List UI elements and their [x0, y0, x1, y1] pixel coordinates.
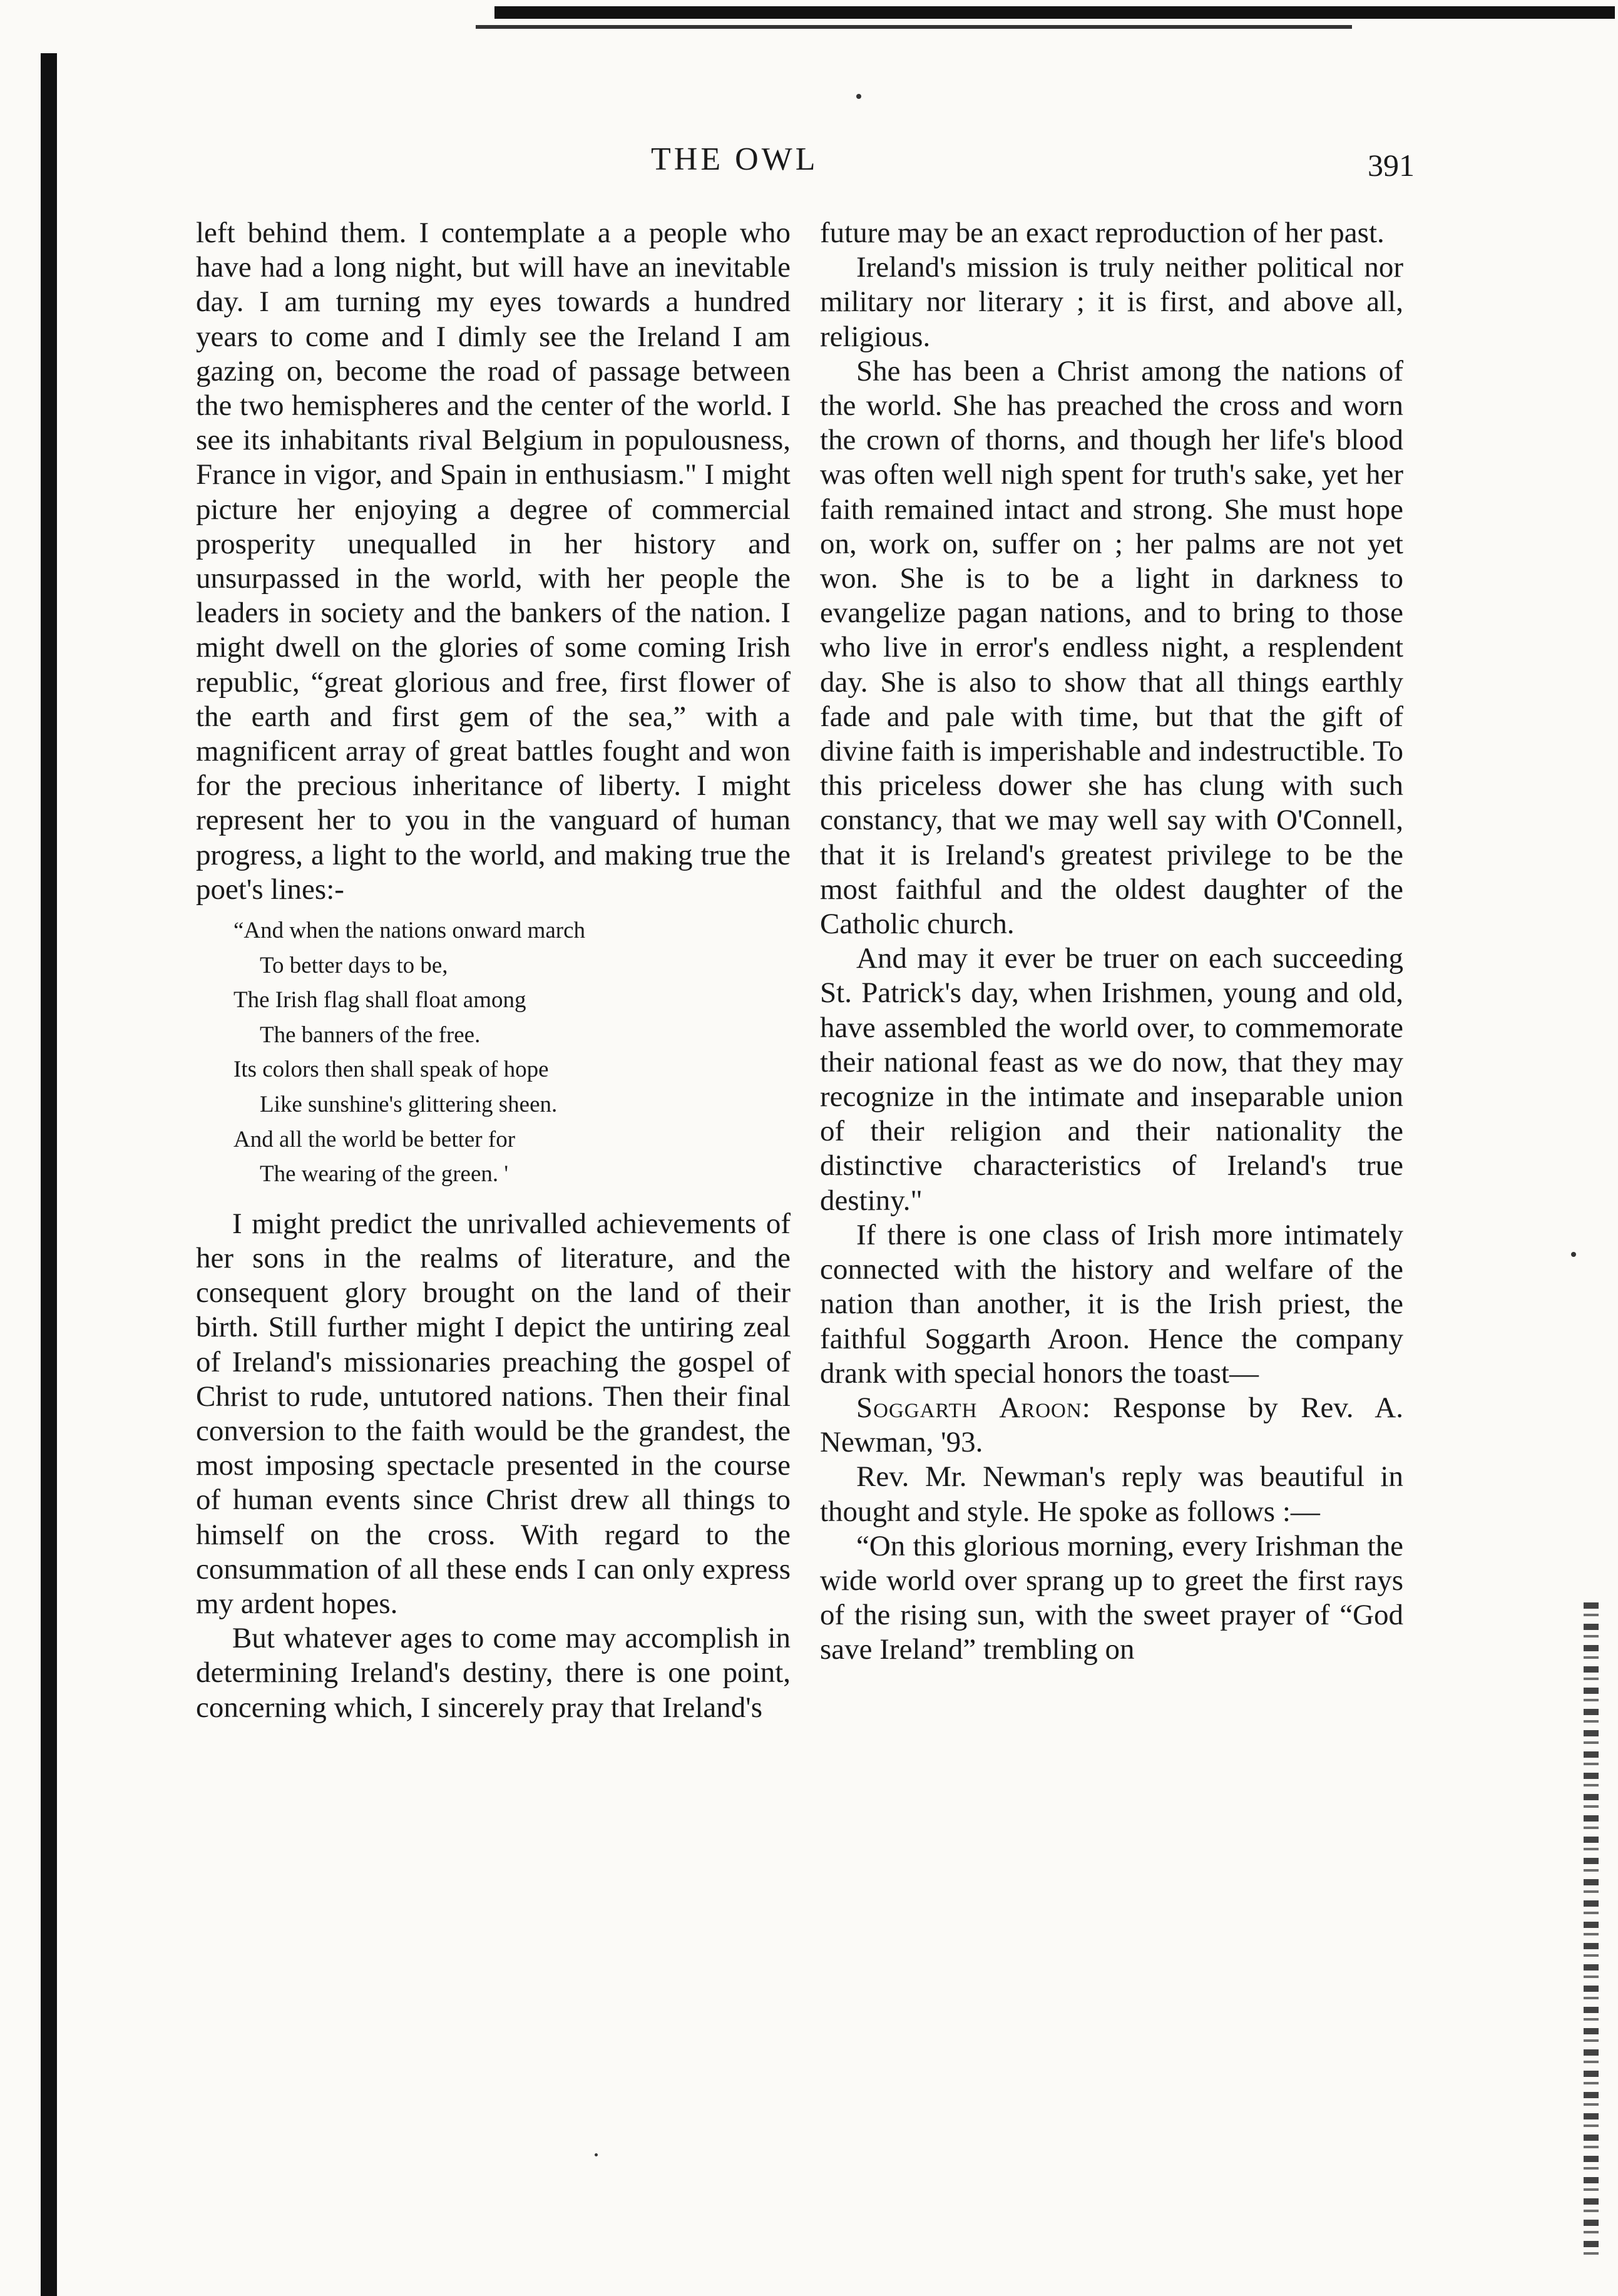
poem-line: The Irish flag shall float among	[233, 987, 526, 1013]
poem-line: And all the world be better for	[233, 1126, 516, 1152]
poem-line: Its colors then shall speak of hope	[233, 1057, 549, 1083]
paragraph: Ireland's mission is truly neither political nor military nor literary ; it is first, and above all, religious.	[820, 251, 1403, 353]
paragraph: future may be an exact reproduction of her past.	[820, 217, 1385, 249]
running-header: THE OWL	[651, 141, 819, 177]
left-column	[196, 216, 791, 1725]
paragraph: She has been a Christ among the nations of the world. She has preached the cross and worn the crown of thorns, and though her life's blood was often well nigh spent for truth's sake, yet her faith remained intact and strong. She must hope on, work on, suffer on ; her palms are not yet won. She is to be a light in darkness to evangelize pagan nations, and to bring to those who live in error's endless night, a resplendent day. She is also to show that all things earthly fade and pale with time, but that the gift of divine faith is imperishable and indestructible. To this priceless dower she has clung with such constancy, that we may well say with O'Connell, that it is Ireland's greatest privilege to be the most faithful and the oldest daughter of the Catholic church.	[820, 354, 1403, 941]
toast-name: Soggarth Aroon	[856, 1391, 1082, 1424]
top-edge-rule-thin	[476, 25, 1352, 29]
paragraph: I might predict the unrivalled achievements of her sons in the realms of literature, and the consequent glory brought on the land of their birth. Still further might I depict the untiring zeal of Ireland's missionaries preaching the gospel of Christ to rude, untutored nations. Then their final conversion to the faith would be the grandest, the most imposing spectacle presented in the course of human events since Christ drew all things to himself on the cross. With regard to the consummation of all these ends I can only express my ardent hopes.	[196, 1207, 791, 1621]
speck	[595, 2153, 598, 2156]
top-edge-rule	[494, 6, 1615, 19]
paragraph: But whatever ages to come may accomplish in determining Ireland's destiny, there is one point, concerning which, I sincerely pray that Ireland's	[196, 1622, 791, 1724]
toast-heading	[820, 1391, 1403, 1460]
right-column	[820, 216, 1403, 1668]
poem-line: “And when the nations onward march	[233, 918, 586, 944]
toast-response: : Response by Rev. A. Newman, '93.	[820, 1391, 1403, 1459]
speck	[856, 94, 861, 99]
paragraph: If there is one class of Irish more intimately connected with the history and welfare of the nation than another, it is the Irish priest, the faithful Soggarth Aroon. Hence the company drank with special honors the toast—	[820, 1218, 1403, 1390]
poem-line: To better days to be,	[260, 952, 448, 978]
paragraph: Rev. Mr. Newman's reply was beautiful in thought and style. He spoke as follows :—	[820, 1460, 1403, 1528]
paragraph: left behind them. I contemplate a a people who have had a long night, but will have an inevitable day. I am turning my eyes towards a hundred years to come and I dimly see the Ireland I am gazing on, become the road of passage between the two hemispheres and the center of the world. I see its inhabitants rival Belgium in populousness, France in vigor, and Spain in enthusiasm." I might picture her enjoying a degree of commercial prosperity unequalled in her history and unsurpassed in the world, with her people the leaders in society and the bankers of the nation. I might dwell on the glories of some coming Irish republic, “great glorious and free, first flower of the earth and first gem of the sea,” with a magnificent array of great battles fought and won for the precious inheritance of liberty. I might represent her to you in the vanguard of human progress, a light to the world, and making true the poet's lines:-	[196, 217, 791, 906]
scan-edge-artifact	[1584, 1602, 1599, 2260]
page-number: 391	[1368, 148, 1415, 183]
speck	[1571, 1252, 1576, 1257]
poem-line: The banners of the free.	[260, 1022, 481, 1048]
poem-line: The wearing of the green. '	[260, 1161, 509, 1187]
binding-shadow	[41, 53, 57, 2296]
poem-line: Like sunshine's glittering sheen.	[260, 1092, 558, 1118]
poem-quote	[233, 913, 791, 1192]
paragraph: And may it ever be truer on each succeeding St. Patrick's day, when Irishmen, young and old, have assembled the world over, to commemorate their national feast as we do now, that they may recognize in the intimate and inseparable union of their religion and their nationality the distinctive characteristics of Ireland's true destiny."	[820, 942, 1403, 1217]
paragraph: “On this glorious morning, every Irishman the wide world over sprang up to greet the first rays of the rising sun, with the sweet prayer of “God save Ireland” trembling on	[820, 1529, 1403, 1666]
